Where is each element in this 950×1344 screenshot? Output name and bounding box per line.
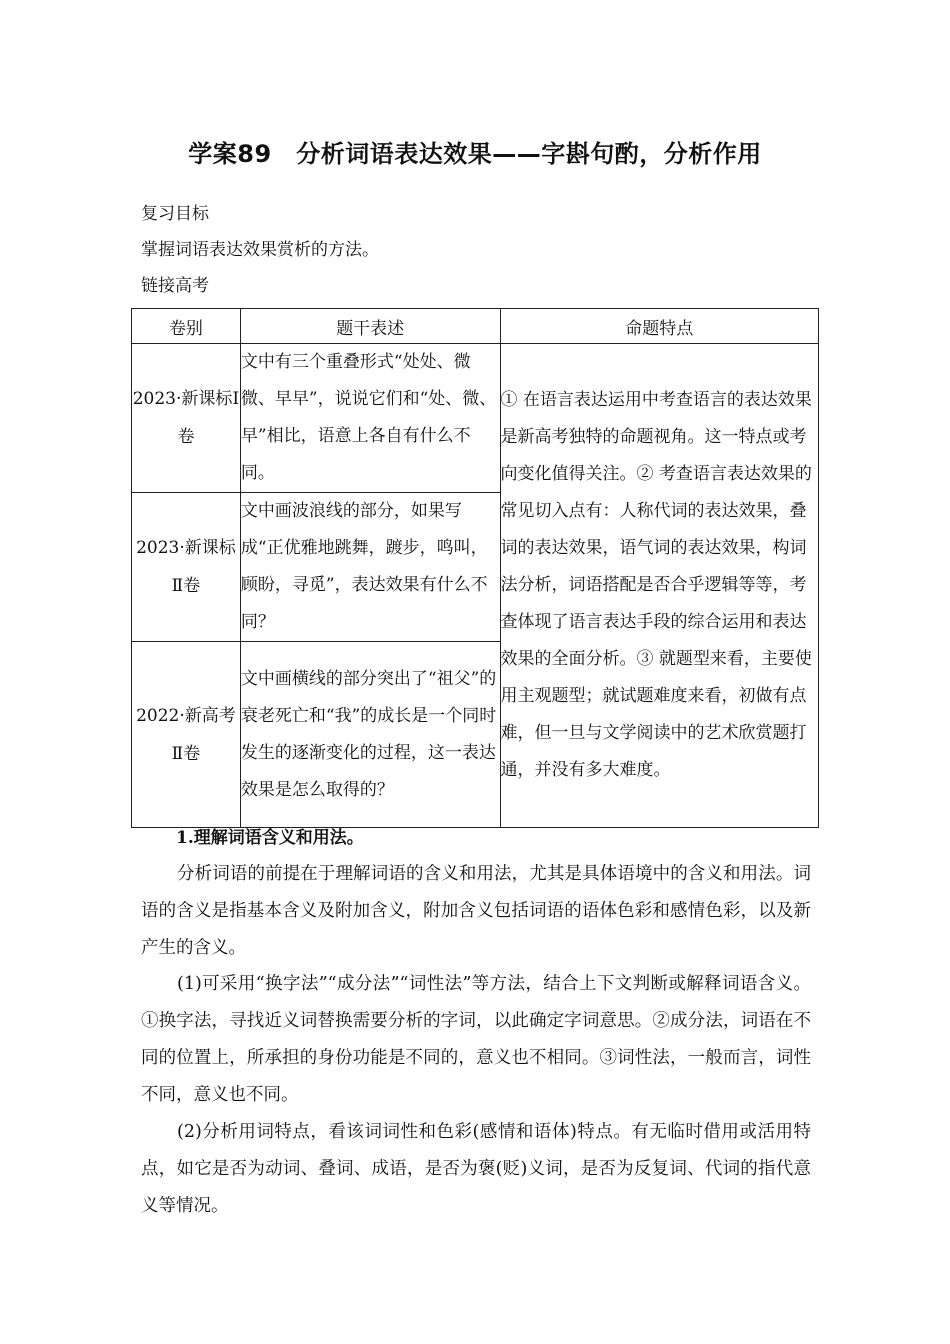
- table-header-row: [132, 309, 819, 344]
- paper-cell: 2022·新高考Ⅱ卷: [132, 642, 241, 828]
- paper-cell: 2023·新课标Ⅰ卷: [132, 344, 241, 493]
- table-row: [132, 344, 819, 493]
- review-goal-text: 掌握词语表达效果赏析的方法。: [141, 240, 379, 260]
- header-paper: 卷别: [132, 309, 241, 344]
- stem-cell: 文中画横线的部分突出了“祖父”的衰老死亡和“我”的成长是一个同时发生的逐渐变化的过程，这一表达效果是怎么取得的？: [240, 642, 500, 828]
- paragraph: (1)可采用“换字法”“成分法”“词性法”等方法，结合上下文判断或解释词语含义。①换字法，寻找近义词替换需要分析的字词，以此确定字词意思。②成分法，词语在不同的位置上，所承担的身份功能是不同的，意义也不相同。③词性法，一般而言，词性不同，意义也不同。: [141, 974, 811, 1105]
- paragraph: (2)分析用词特点，看该词词性和色彩(感情和语体)特点。有无临时借用或活用特点，如它是否为动词、叠词、成语，是否为褒(贬)义词，是否为反复词、代词的指代意义等情况。: [141, 1122, 811, 1216]
- link-exam-label: 链接高考: [141, 276, 209, 296]
- exam-table: [131, 308, 819, 828]
- paragraph: 分析词语的前提在于理解词语的含义和用法，尤其是具体语境中的含义和用法。词语的含义是指基本含义及附加含义，附加含义包括词语的语体色彩和感情色彩，以及新产生的含义。: [141, 864, 811, 958]
- header-stem: 题干表述: [240, 309, 500, 344]
- stem-cell: 文中有三个重叠形式“处处、微微、早早”，说说它们和“处、微、早”相比，语意上各自有什么不同。: [240, 344, 500, 493]
- stem-cell: 文中画波浪线的部分，如果写成“正优雅地跳舞，踱步，鸣叫，顾盼，寻觅”，表达效果有什么不同？: [240, 493, 500, 642]
- section-heading: 1.理解词语含义和用法。: [176, 828, 364, 848]
- review-goal-label: 复习目标: [141, 204, 209, 224]
- page-title: 学案89 分析词语表达效果——字斟句酌，分析作用: [188, 140, 762, 168]
- features-cell: ① 在语言表达运用中考查语言的表达效果是新高考独特的命题视角。这一特点或考向变化值得关注。② 考查语言表达效果的常见切入点有：人称代词的表达效果，叠词的表达效果，语气词的表达效果，构词法分析，词语搭配是否合乎逻辑等等，考查体现了语言表达手段的综合运用和表达效果的全面分析。③ 就题型来看，主要使用主观题型；就试题难度来看，初做有点难，但一旦与文学阅读中的艺术欣赏题打通，并没有多大难度。: [500, 344, 818, 828]
- header-features: 命题特点: [500, 309, 818, 344]
- paper-cell: 2023·新课标Ⅱ卷: [132, 493, 241, 642]
